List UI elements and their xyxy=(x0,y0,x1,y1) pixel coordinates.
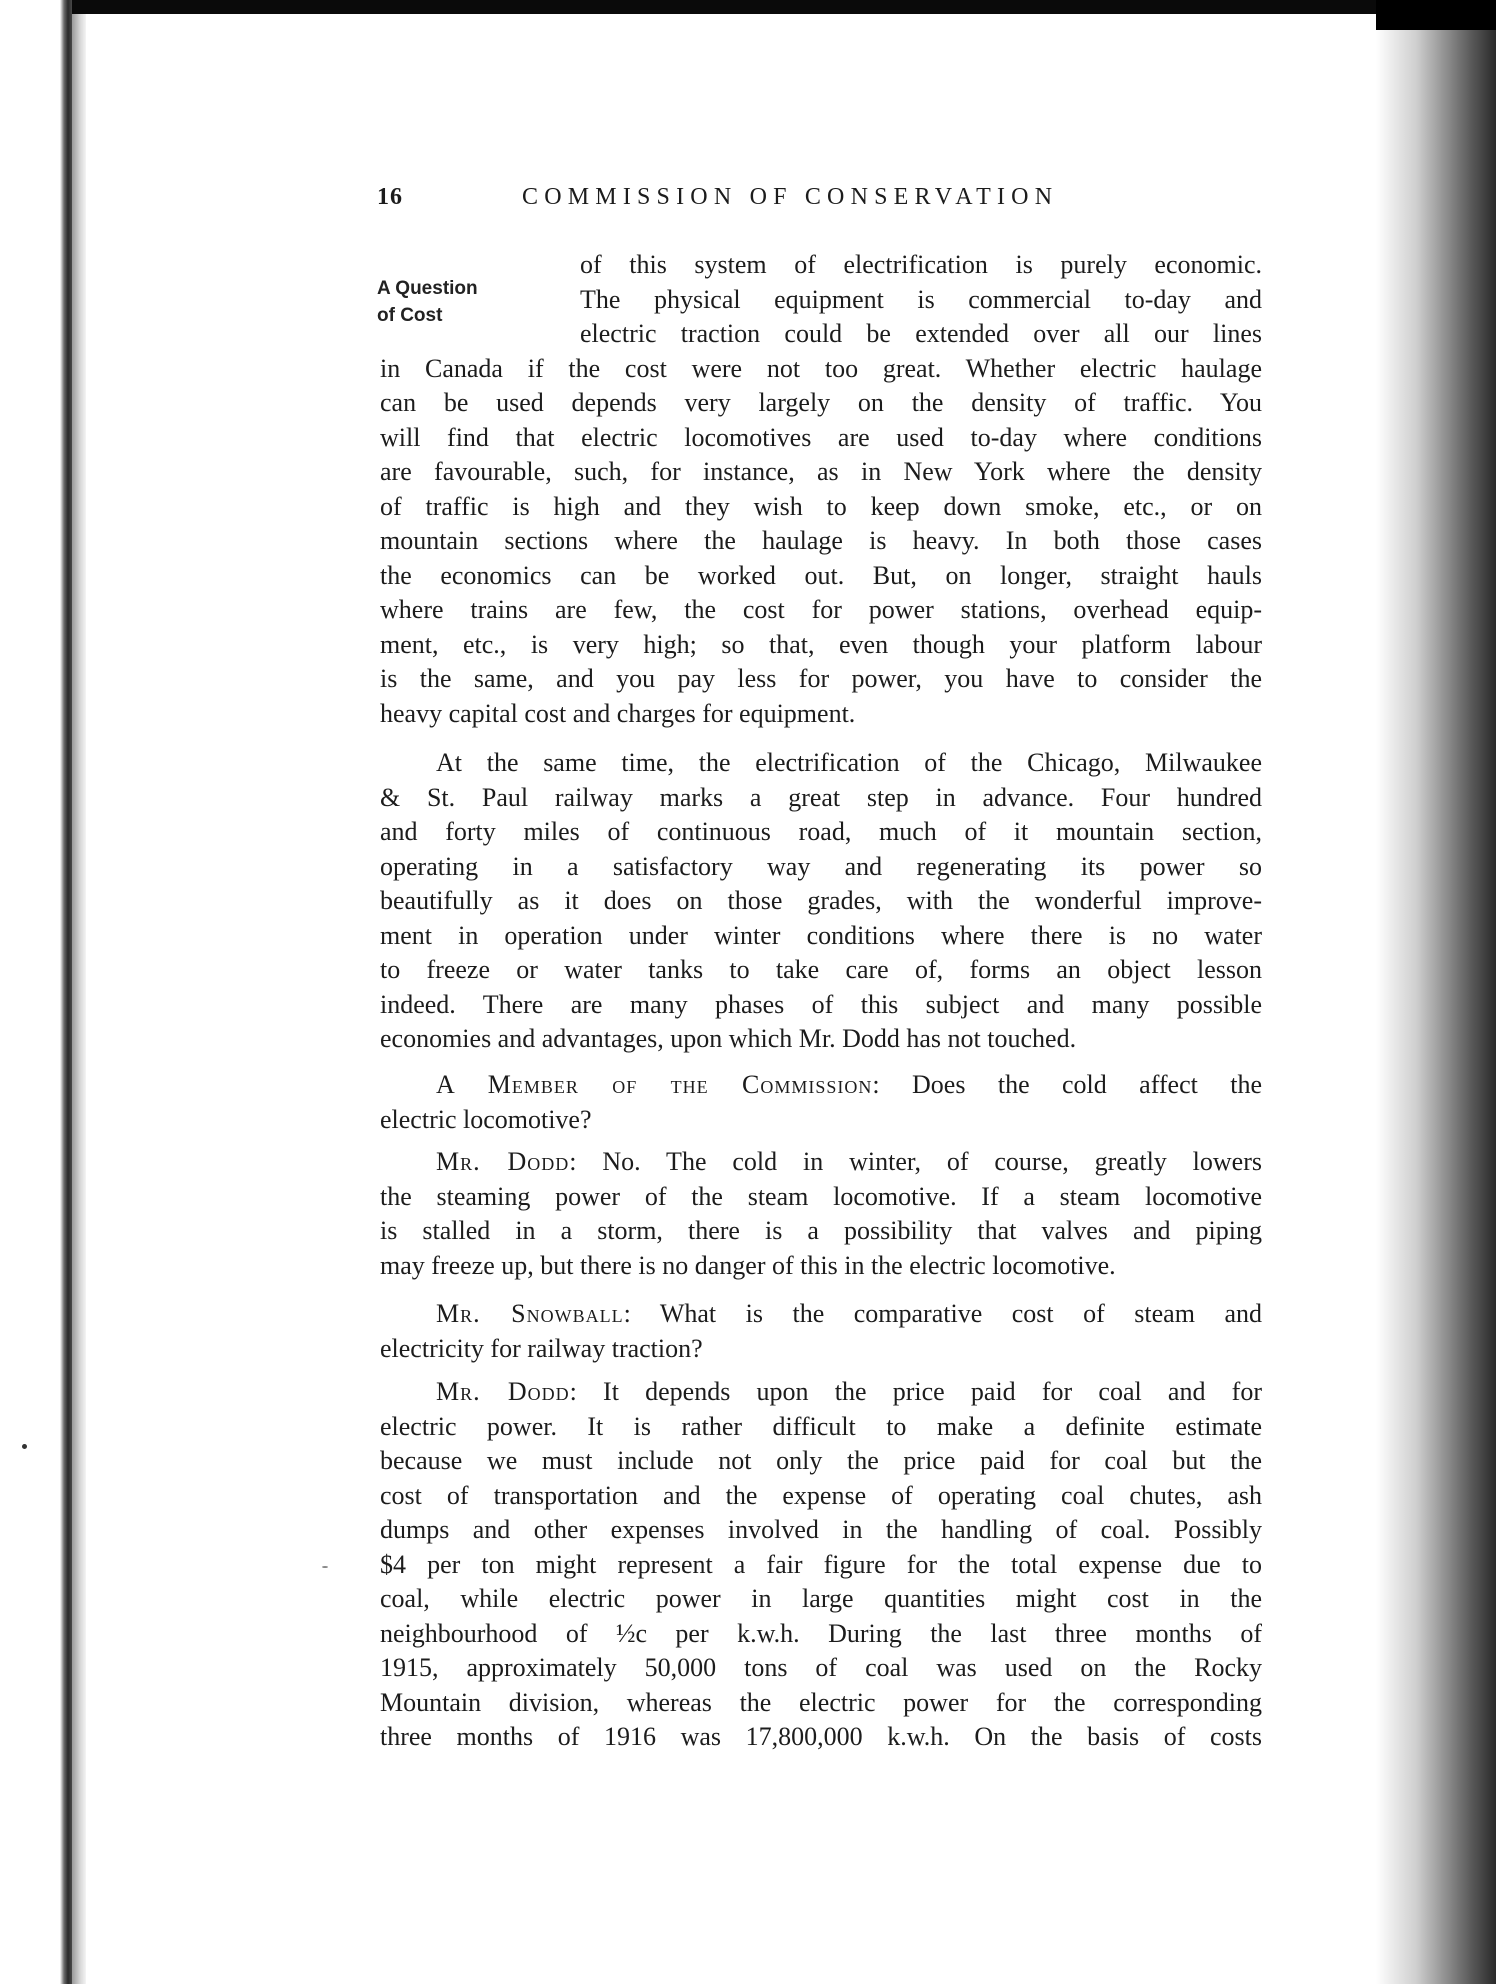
text-line: electric traction could be extended over all our lines xyxy=(580,319,1262,348)
book-right-edge xyxy=(1376,14,1496,1984)
scan-top-right-corner xyxy=(1376,0,1496,30)
text-line: because we must include not only the price paid for coal but the xyxy=(380,1446,1262,1475)
dust-speck xyxy=(322,1566,328,1568)
scan-top-border xyxy=(0,0,1496,14)
text-line: ment in operation under winter conditions where there is no water xyxy=(380,920,1262,950)
page-number: 16 xyxy=(377,184,403,210)
speech-text: : What is the comparative cost of steam and xyxy=(623,1299,1262,1328)
text-line: will find that electric locomotives are used to-day where conditions xyxy=(380,422,1262,452)
text-line: to freeze or water tanks to take care of, forms an object lesson xyxy=(380,955,1262,984)
text-line: coal, while electric power in large quantities might cost in the xyxy=(380,1584,1262,1613)
text-line: beautifully as it does on those grades, with the wonderful improve- xyxy=(380,886,1262,915)
paragraph-4 xyxy=(380,1145,1262,1283)
text-line: electric power. It is rather difficult to make a definite estimate xyxy=(380,1411,1262,1441)
text-line: economies and advantages, upon which Mr. Dodd has not touched. xyxy=(380,1024,1077,1053)
paragraph-2 xyxy=(380,746,1262,1057)
text-line: three months of 1916 was 17,800,000 k.w.h. On the basis of costs xyxy=(380,1722,1262,1751)
text-line: of traffic is high and they wish to keep down smoke, etc., or on xyxy=(380,491,1262,521)
text-line xyxy=(380,1145,1262,1180)
paragraph-3 xyxy=(380,1068,1262,1137)
book-binding-edge xyxy=(72,14,86,1984)
text-line: cost of transportation and the expense of operating coal chutes, ash xyxy=(380,1480,1262,1510)
margin-note-line: A Question xyxy=(377,278,478,299)
text-line: neighbourhood of ½c per k.w.h. During the last three months of xyxy=(380,1618,1262,1648)
text-line: mountain sections where the haulage is heavy. In both those cases xyxy=(380,526,1262,555)
text-line: the economics can be worked out. But, on longer, straight hauls xyxy=(380,560,1262,590)
text-line: & St. Paul railway marks a great step in advance. Four hundred xyxy=(380,782,1262,812)
paragraph-6 xyxy=(380,1375,1262,1755)
text-line xyxy=(380,1297,1262,1332)
text-line: the steaming power of the steam locomotive. If a steam locomotive xyxy=(380,1181,1262,1211)
text-line xyxy=(380,1375,1262,1410)
paragraph-1 xyxy=(380,248,1262,731)
text-line: Mountain division, whereas the electric power for the corresponding xyxy=(380,1687,1262,1717)
speaker-name: Mr. Snowball xyxy=(436,1299,624,1328)
text-line: ment, etc., is very high; so that, even though your platform labour xyxy=(380,629,1262,659)
text-line: of this system of electrification is purely economic. xyxy=(580,250,1262,279)
text-line: dumps and other expenses involved in the handling of coal. Possibly xyxy=(380,1515,1262,1544)
text-line: heavy capital cost and charges for equipment. xyxy=(380,698,856,728)
running-title: COMMISSION OF CONSERVATION xyxy=(522,184,1059,210)
text-line: indeed. There are many phases of this subject and many possible xyxy=(380,989,1262,1019)
text-line: and forty miles of continuous road, much of it mountain section, xyxy=(380,817,1262,846)
margin-note-line: of Cost xyxy=(377,305,443,326)
text-line: electric locomotive? xyxy=(380,1104,592,1134)
paragraph-5 xyxy=(380,1297,1262,1366)
scan-left-border xyxy=(0,0,72,1984)
text-line: operating in a satisfactory way and regenerating its power so xyxy=(380,851,1262,881)
text-line: 1915, approximately 50,000 tons of coal was used on the Rocky xyxy=(380,1653,1262,1682)
speaker-name: Mr. Dodd xyxy=(436,1147,570,1176)
speaker-name: Mr. Dodd xyxy=(436,1377,570,1406)
dust-speck xyxy=(22,1444,27,1449)
text-line: At the same time, the electrification of the Chicago, Milwaukee xyxy=(436,748,1262,777)
text-line: is stalled in a storm, there is a possibility that valves and piping xyxy=(380,1216,1262,1245)
speech-text: : It depends upon the price paid for coal and for xyxy=(569,1377,1262,1406)
text-line: where trains are few, the cost for power stations, overhead equip- xyxy=(380,595,1262,624)
text-line xyxy=(380,1068,1262,1103)
text-line: are favourable, such, for instance, as in New York where the density xyxy=(380,457,1262,486)
running-head xyxy=(377,184,1267,220)
text-line: is the same, and you pay less for power, you have to consider the xyxy=(380,664,1262,693)
speech-text: : Does the cold affect the xyxy=(872,1070,1262,1099)
text-line: in Canada if the cost were not too great. Whether electric haulage xyxy=(380,353,1262,383)
text-line: The physical equipment is commercial to-day and xyxy=(580,284,1262,314)
text-line: may freeze up, but there is no danger of this in the electric locomotive. xyxy=(380,1250,1116,1280)
text-line: electricity for railway traction? xyxy=(380,1333,703,1363)
speaker-name: A Member of the Commission xyxy=(436,1070,873,1099)
text-line: $4 per ton might represent a fair figure for the total expense due to xyxy=(380,1549,1262,1579)
speech-text: : No. The cold in winter, of course, greatly lowers xyxy=(569,1147,1262,1176)
text-line: can be used depends very largely on the density of traffic. You xyxy=(380,388,1262,417)
